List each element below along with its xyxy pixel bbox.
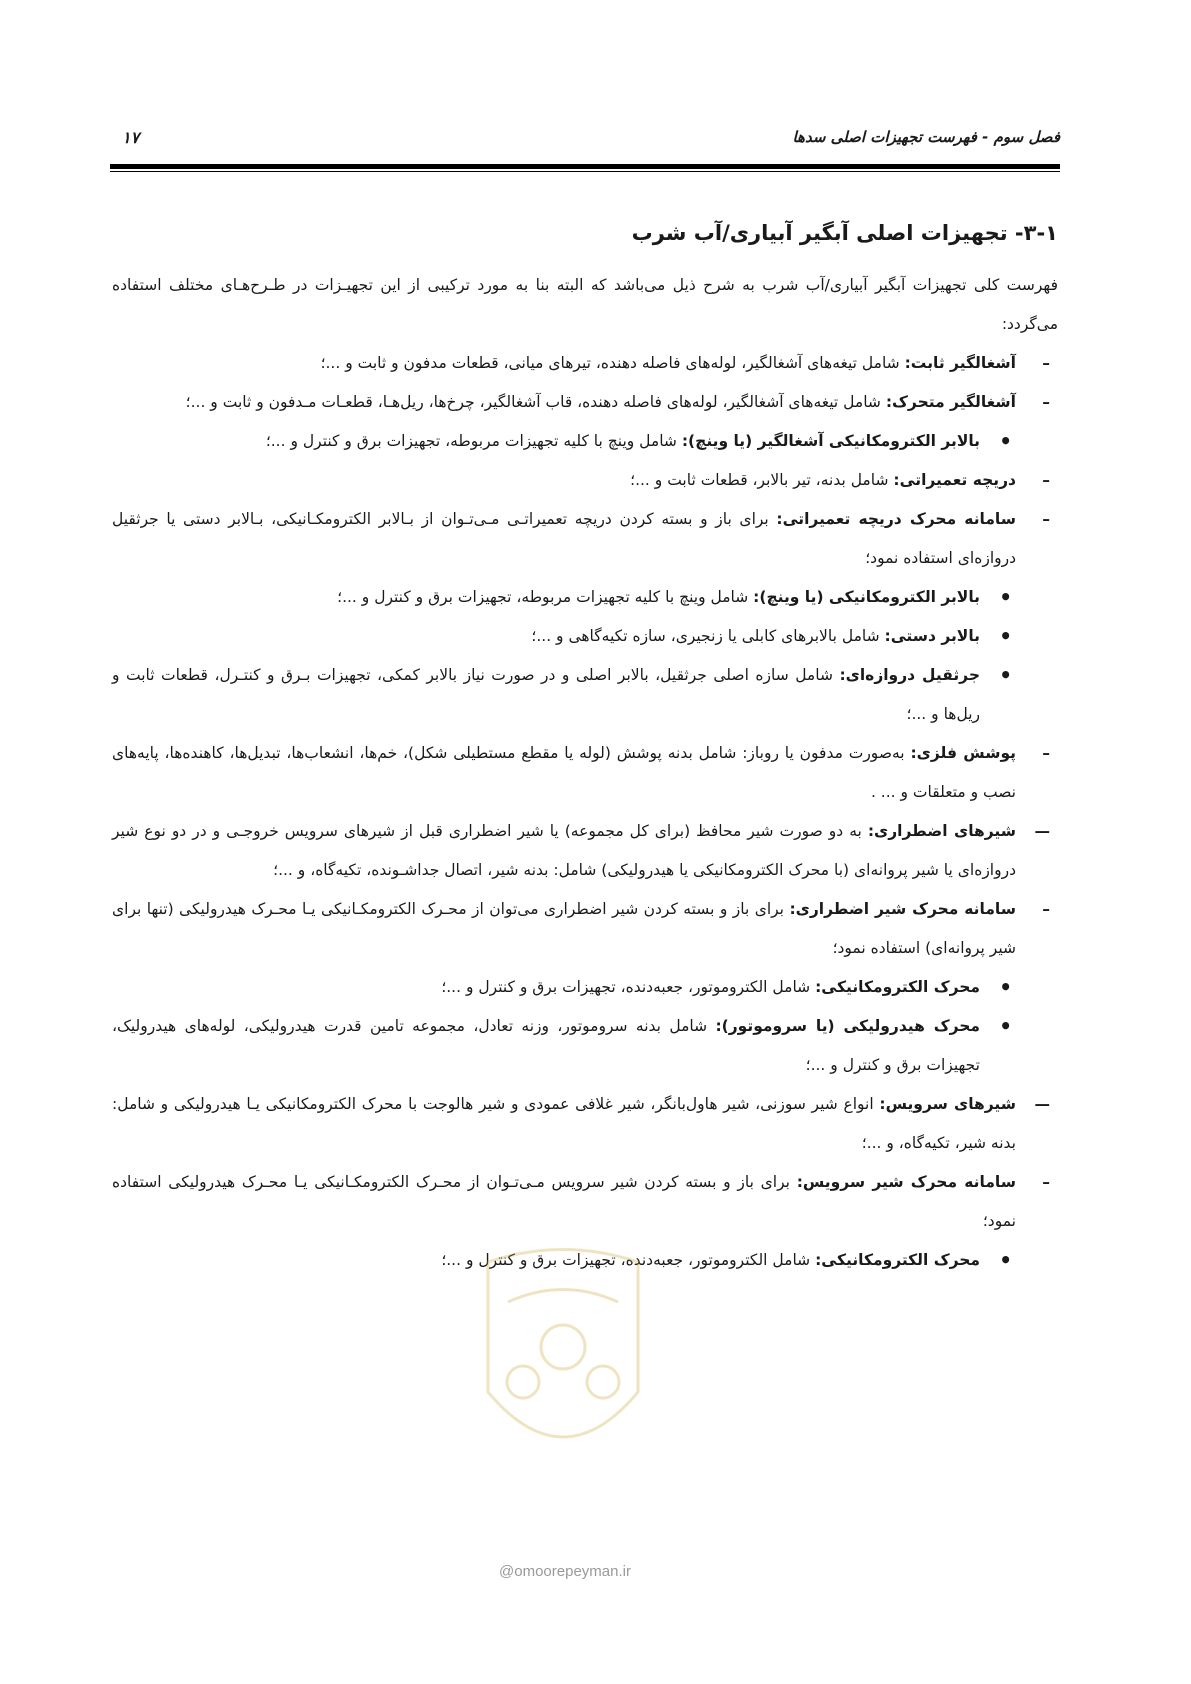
list-item [112,344,1058,383]
item-label: بالابر الکترومکانیکی آشغالگیر (یا وینچ): [681,432,980,450]
item-text: شامل الکتروموتور، جعبه‌دنده، تجهیزات برق و کنترل و ...؛ [441,1251,811,1269]
intro-paragraph: فهرست کلی تجهیزات آبگیر آبیاری/آب شرب به شرح ذیل می‌باشد که البته بنا به مورد ترکیبی از این تجهیـزات در طـرح‌هـای مختلف استفاده می‌گردد: [112,276,1058,333]
item-text: برای باز و بسته کردن دریچه تعمیراتـی مـی‌تـوان از بـالابر الکترومکـانیکی، بـالابر دستی یا جرثقیل دروازه‌ای استفاده نمود؛ [112,510,1016,567]
item-text: انواع شیر سوزنی، شیر هاول‌بانگر، شیر غلافی عمودی و شیر هالوجت با محرک الکترومکانیکی یـا هیدرولیکی و شامل: بدنه شیر، تکیه‌گاه، و ...؛ [112,1095,1016,1152]
item-label: محرک الکترومکانیکی: [815,978,980,996]
watermark-url: @omoorepeyman.ir [499,1563,631,1580]
list-item [112,890,1058,968]
list-item [112,1241,1058,1280]
dash-marker: – [1042,744,1050,762]
item-label: پوشش فلزی: [910,744,1016,762]
bullet-marker: • [999,1248,1012,1272]
list-item [112,461,1058,500]
item-text: شامل بالابرهای کابلی یا زنجیری، سازه تکیه‌گاهی و ...؛ [531,627,880,645]
item-text: شامل بدنه، تیر بالابر، قطعات ثابت و ...؛ [630,471,889,489]
page-number: ۱۷ [122,128,140,147]
list-item [112,968,1058,1007]
item-label: آشغالگیر ثابت: [904,354,1016,372]
bullet-marker: • [999,1014,1012,1038]
bullet-marker: • [999,975,1012,999]
list-item [112,383,1058,422]
dash-marker: – [1042,393,1050,411]
dash-marker: – [1042,471,1050,489]
dash-marker: – [1042,900,1050,918]
item-label: سامانه محرک شیر سرویس: [796,1173,1016,1191]
list-item [112,617,1058,656]
item-text: به‌صورت مدفون یا روباز: شامل بدنه پوشش (لوله یا مقطع مستطیلی شکل)، خم‌ها، انشعاب‌ها، تبدیل‌ها، کاهنده‌ها، پایه‌های نصب و متعلقات و ... . [112,744,1016,801]
bullet-marker: • [999,429,1012,453]
item-text: به دو صورت شیر محافظ (برای کل مجموعه) یا شیر اضطراری قبل از شیرهای سرویس خروجـی و در دو نوع شیر دروازه‌ای یا شیر پروانه‌ای (با محرک الکترومکانیکی یا هیدرولیکی) شامل: بدنه شیر، اتصال جداشـونده، تکیه‌گاه، و ...؛ [112,822,1016,879]
list-item [112,1163,1058,1241]
item-label: بالابر دستی: [884,627,980,645]
header-rule-thin [110,171,1060,172]
item-text: شامل وینچ با کلیه تجهیزات مربوطه، تجهیزات برق و کنترل و ...؛ [265,432,677,450]
list-item [112,812,1058,890]
list-item [112,1085,1058,1163]
item-label: شیرهای اضطراری: [867,822,1016,840]
section-title: ۳-۱- تجهیزات اصلی آبگیر آبیاری/آب شرب [631,221,1058,245]
item-label: دریچه تعمیراتی: [893,471,1016,489]
page-header [110,128,1060,152]
list-item [112,422,1058,461]
list-item [112,1007,1058,1085]
item-label: جرثقیل دروازه‌ای: [839,666,980,684]
chapter-title: فصل سوم - فهرست تجهیزات اصلی سدها [792,128,1060,146]
list-item [112,734,1058,812]
item-label: سامانه محرک شیر اضطراری: [789,900,1016,918]
item-label: آشغالگیر متحرک: [885,393,1016,411]
page-body [112,216,1058,1280]
item-label: بالابر الکترومکانیکی (یا وینچ): [753,588,980,606]
item-text: شامل تیغه‌های آشغالگیر، لوله‌های فاصله دهنده، تیرهای میانی، قطعات مدفون و ثابت و ...؛ [320,354,900,372]
item-text: شامل بدنه سروموتور، وزنه تعادل، مجموعه تامین قدرت هیدرولیکی، لوله‌های هیدرولیک، تجهیزات برق و کنترل و ...؛ [112,1017,980,1074]
item-label: شیرهای سرویس: [879,1095,1016,1113]
item-text: شامل وینچ با کلیه تجهیزات مربوطه، تجهیزات برق و کنترل و ...؛ [337,588,749,606]
item-text: شامل سازه اصلی جرثقیل، بالابر اصلی و در صورت نیاز بالابر کمکی، تجهیزات بـرق و کنتـرل، قطعات ثابت و ریل‌ها و ...؛ [112,666,980,723]
list-item [112,500,1058,578]
item-text: شامل الکتروموتور، جعبه‌دنده، تجهیزات برق و کنترل و ...؛ [441,978,811,996]
bullet-marker: • [999,585,1012,609]
dash-marker: — [1034,1095,1050,1113]
item-label: محرک هیدرولیکی (یا سروموتور): [715,1017,980,1035]
dash-marker: – [1042,354,1050,372]
bullet-marker: • [999,663,1012,687]
item-text: برای باز و بسته کردن شیر سرویس مـی‌تـوان از محـرک الکترومکـانیکی یـا محـرک هیدرولیکی استفاده نمود؛ [112,1173,1016,1230]
dash-marker: — [1034,822,1050,840]
item-label: محرک الکترومکانیکی: [815,1251,980,1269]
dash-marker: – [1042,510,1050,528]
item-label: سامانه محرک دریچه تعمیراتی: [776,510,1016,528]
equipment-list [112,344,1058,1280]
item-text: شامل تیغه‌های آشغالگیر، لوله‌های فاصله دهنده، قاب آشغالگیر، چرخ‌ها، ریل‌هـا، قطعـات مـدفون و ثابت و ...؛ [185,393,881,411]
header-rule-thick [110,164,1060,169]
list-item [112,656,1058,734]
list-item [112,578,1058,617]
dash-marker: – [1042,1173,1050,1191]
bullet-marker: • [999,624,1012,648]
item-text: برای باز و بسته کردن شیر اضطراری می‌توان از محـرک الکترومکـانیکی یـا محـرک هیدرولیکی (تنها برای شیر پروانه‌ای) استفاده نمود؛ [112,900,1016,957]
